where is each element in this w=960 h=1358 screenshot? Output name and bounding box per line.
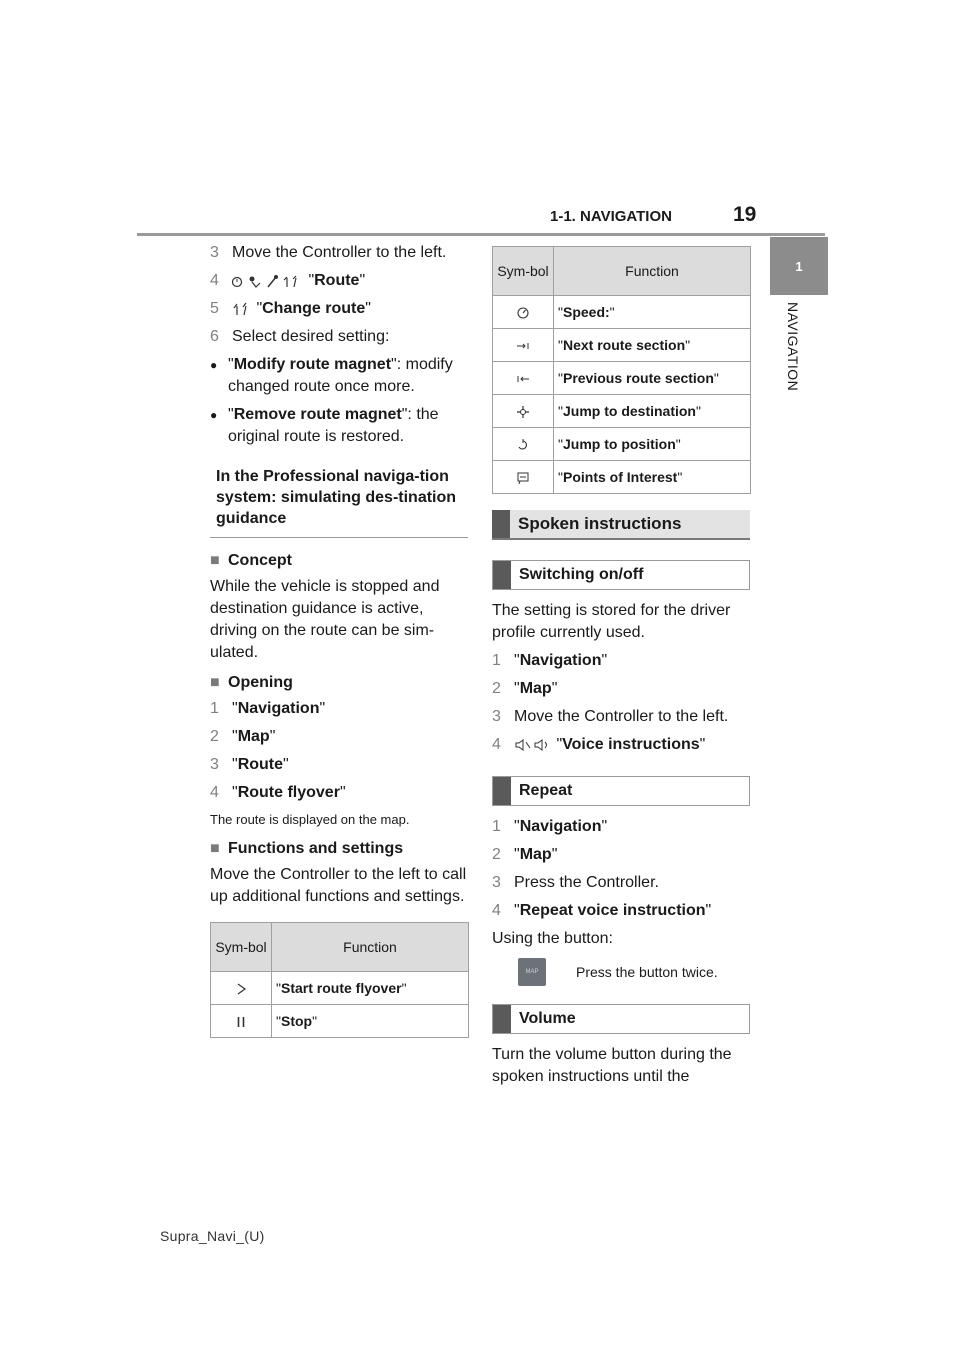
step: 3 "Route" (210, 756, 289, 773)
section-heading: ■ Opening (210, 672, 468, 694)
jump-position-icon (516, 438, 530, 452)
note-text: The route is displayed on the map. (210, 812, 410, 827)
step: 2 "Map" (492, 680, 558, 697)
step: 4 "Repeat voice instruction" (492, 902, 712, 919)
pause-icon (234, 1015, 248, 1029)
button-row (518, 958, 750, 986)
previous-section-icon (516, 372, 530, 386)
step: 6 Select desired setting: (210, 328, 390, 345)
voice-instructions-item: Voice instructions (562, 736, 700, 753)
page-number: 19 (733, 203, 757, 226)
change-route-icon (232, 302, 252, 316)
option-bullet: ● "Modify route magnet": modify changed route once more. (210, 354, 468, 398)
volume-heading: Volume (492, 1004, 750, 1034)
repeat-heading: Repeat (492, 776, 750, 806)
section-heading: ■ Concept (210, 550, 468, 572)
heading-bar (493, 777, 511, 805)
switching-heading: Switching on/off (492, 560, 750, 590)
section-title: 1-1. NAVIGATION (550, 208, 672, 225)
jump-destination-icon (516, 405, 530, 419)
right-column (492, 246, 750, 1094)
concept-text: While the vehicle is stopped and destination guidance is active, driving on the route can be sim-ulated. (210, 578, 440, 661)
bullet-icon: ● (210, 408, 218, 422)
poi-icon (516, 471, 530, 485)
play-icon (234, 982, 248, 996)
step: 2 "Map" (210, 728, 276, 745)
table-header-symbol: Sym-bol (211, 923, 272, 972)
step: 4 "Route" (210, 272, 366, 289)
table-row: "Jump to position" (493, 428, 751, 461)
heading-bar (493, 561, 511, 589)
heading-bar (492, 510, 510, 538)
square-icon: ■ (210, 840, 220, 857)
step-text: Move the Controller to the left. (232, 244, 447, 261)
box-heading: In the Professional naviga-tion system: simulating des-tination guidance (210, 458, 468, 538)
step: 3 Move the Controller to the left. (492, 708, 729, 725)
route-menu-item: Route (314, 272, 360, 289)
chapter-tab-label: NAVIGATION (785, 302, 801, 392)
square-icon: ■ (210, 674, 220, 691)
table-row: "Speed:" (493, 296, 751, 329)
table-header-function: Function (554, 247, 751, 296)
square-icon: ■ (210, 552, 220, 569)
footer: Supra_Navi_(U) (160, 1228, 265, 1244)
step: 1 "Navigation" (492, 652, 608, 669)
table-row: "Points of Interest" (493, 461, 751, 494)
switching-text: The setting is stored for the driver profile currently used. (492, 602, 731, 641)
section-heading: ■ Functions and settings (210, 838, 468, 860)
header-rule (137, 233, 825, 236)
functions-text: Move the Controller to the left to call up additional functions and settings. (210, 866, 467, 905)
left-column (210, 242, 468, 1038)
step: 1 "Navigation" (492, 818, 608, 835)
step: 4 "Route flyover" (210, 784, 346, 801)
table-row: "Start route flyover" (211, 972, 469, 1005)
map-button: MAP (518, 958, 546, 986)
step: 4 "Voice instructions" (492, 736, 706, 753)
step: 3 Press the Controller. (492, 874, 659, 891)
step: 2 "Map" (492, 846, 558, 863)
option-bullet: ● "Remove route magnet": the original route is restored. (210, 404, 468, 448)
table-row: "Previous route section" (493, 362, 751, 395)
heading-bar (493, 1005, 511, 1033)
route-icons (232, 274, 304, 288)
speaker-icons (514, 738, 552, 752)
step: 5 "Change route" (210, 300, 371, 317)
table-row: "Jump to destination" (493, 395, 751, 428)
press-twice-text: Press the button twice. (576, 964, 718, 980)
table-row: "Next route section" (493, 329, 751, 362)
change-route-item: Change route (262, 300, 366, 317)
bullet-icon: ● (210, 358, 218, 372)
table-row: "Stop" (211, 1005, 469, 1038)
function-table (492, 246, 751, 494)
chapter-tab: 1 (770, 237, 828, 295)
step: 1 "Navigation" (210, 700, 326, 717)
speed-icon (516, 306, 530, 320)
volume-text: Turn the volume button during the spoken instructions until the (492, 1046, 732, 1085)
spoken-instructions-heading: Spoken instructions (492, 510, 750, 540)
using-button-text: Using the button: (492, 930, 613, 947)
step: 3 Move the Controller to the left. (210, 242, 468, 264)
function-table (210, 922, 469, 1038)
table-header-function: Function (272, 923, 469, 972)
table-header-symbol: Sym-bol (493, 247, 554, 296)
next-section-icon (516, 339, 530, 353)
